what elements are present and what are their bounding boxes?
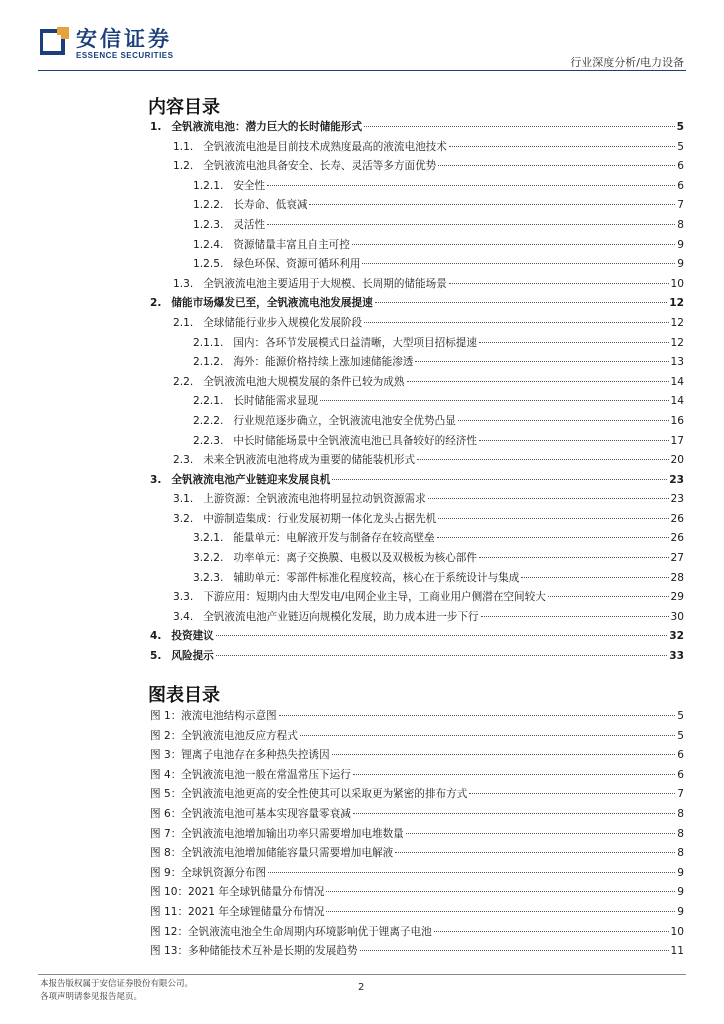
toc-entry[interactable]	[0, 314, 684, 334]
toc-entry[interactable]	[0, 588, 684, 608]
dot-leader	[417, 459, 668, 460]
dot-leader	[479, 440, 669, 441]
toc-entry-title: 资源储量丰富且自主可控	[233, 238, 350, 251]
dot-leader	[395, 852, 675, 853]
dot-leader	[216, 635, 667, 636]
copyright-note	[40, 978, 193, 1003]
toc-entry[interactable]	[0, 157, 684, 177]
toc-entry-page: 7	[677, 199, 684, 212]
toc-entry-number: 2.2.1.	[193, 395, 224, 408]
toc-entry-title: 全钒液流电池大规模发展的条件已较为成熟	[203, 375, 405, 388]
figure-entry-title: 图 4：全钒液流电池一般在常温常压下运行	[150, 768, 351, 781]
dot-leader	[364, 322, 668, 323]
figure-entry-page: 11	[670, 945, 684, 958]
toc-entry-page: 14	[670, 375, 684, 388]
dot-leader	[449, 146, 675, 147]
dot-leader	[437, 537, 669, 538]
toc-entry[interactable]	[0, 627, 684, 647]
toc-entry-title: 全钒液流电池产业链迈向规模化发展，助力成本进一步下行	[203, 610, 479, 623]
toc-entry-title: 中游制造集成：行业发展初期一体化龙头占据先机	[203, 512, 437, 525]
toc-entry-page: 5	[677, 140, 684, 153]
toc-entry-title: 未来全钒液流电池将成为重要的储能装机形式	[203, 454, 416, 467]
toc-entry-number: 1.2.3.	[193, 218, 224, 231]
toc-entry-number: 2.2.3.	[193, 434, 224, 447]
figure-entry-title: 图 2：全钒液流电池反应方程式	[150, 729, 298, 742]
toc-entry-number: 2.1.1.	[193, 336, 224, 349]
toc-entry-title: 上游资源：全钒液流电池将明显拉动钒资源需求	[203, 493, 426, 506]
toc-entry-page: 9	[677, 258, 684, 271]
toc-entry-page: 33	[669, 650, 684, 663]
toc-entry-page: 30	[670, 610, 684, 623]
figure-entry[interactable]	[0, 864, 684, 884]
toc-entry-title: 全钒液流电池具备安全、长寿、灵活等多方面优势	[203, 160, 437, 173]
toc-entry-page: 23	[670, 493, 684, 506]
toc-entry[interactable]	[0, 432, 684, 452]
toc-entry-page: 20	[670, 454, 684, 467]
toc-entry-page: 14	[670, 395, 684, 408]
disclaimer-line: 各项声明请参见报告尾页。	[40, 991, 143, 1002]
toc-entry-number: 1.3.	[173, 277, 194, 290]
footer-divider	[38, 974, 686, 975]
figure-entry[interactable]	[0, 825, 684, 845]
toc-entry-number: 1.2.	[173, 160, 194, 173]
dot-leader	[353, 774, 675, 775]
figure-entry[interactable]	[0, 766, 684, 786]
toc-entry[interactable]	[0, 510, 684, 530]
toc-entry-number: 4.	[150, 630, 162, 643]
dot-leader	[267, 224, 675, 225]
dot-leader	[267, 185, 675, 186]
toc-entry-page: 23	[669, 473, 684, 486]
toc-entry-number: 3.1.	[173, 493, 194, 506]
figure-entry-title: 图 5：全钒液流电池更高的安全性使其可以采取更为紧密的排布方式	[150, 788, 468, 801]
toc-title: 内容目录	[148, 97, 220, 118]
dot-leader	[375, 302, 668, 303]
toc-entry[interactable]	[0, 549, 684, 569]
toc-entry-page: 13	[670, 356, 684, 369]
toc-entry-title: 下游应用：短期内由大型发电/电网企业主导，工商业用户侧潜在空间较大	[203, 591, 546, 604]
toc-entry-number: 2.3.	[173, 454, 194, 467]
figure-entry[interactable]	[0, 883, 684, 903]
toc-entry[interactable]	[0, 412, 684, 432]
figure-entry-page: 8	[677, 827, 684, 840]
dot-leader	[300, 735, 675, 736]
figure-entry-page: 6	[677, 768, 684, 781]
toc-entry-title: 功率单元：离子交换膜、电极以及双极板为核心部件	[233, 552, 477, 565]
dot-leader	[279, 715, 676, 716]
toc-entry-number: 1.1.	[173, 140, 194, 153]
toc-entry[interactable]	[0, 373, 684, 393]
toc-entry[interactable]	[0, 471, 684, 491]
toc-entry-title: 灵活性	[233, 218, 266, 231]
dot-leader	[309, 204, 675, 205]
toc-entry-title: 储能市场爆发已至，全钒液流电池发展提速	[171, 297, 373, 310]
toc-entry-number: 3.2.2.	[193, 552, 224, 565]
figure-entry-page: 9	[677, 905, 684, 918]
dot-leader	[415, 361, 668, 362]
toc-entry-title: 全钒液流电池是目前技术成熟度最高的液流电池技术	[203, 140, 447, 153]
toc-entry-page: 17	[670, 434, 684, 447]
toc-entry-title: 全球储能行业步入规模化发展阶段	[203, 316, 363, 329]
toc-entry-page: 32	[669, 630, 684, 643]
figure-entry-page: 7	[677, 788, 684, 801]
figure-entry-page: 5	[677, 710, 684, 722]
logo-english-name: ESSENCE SECURITIES	[76, 51, 174, 60]
toc-entry-title: 全钒液流电池主要适用于大规模、长周期的储能场景	[203, 277, 447, 290]
figure-entry[interactable]	[0, 923, 684, 943]
dot-leader	[449, 283, 669, 284]
toc-entry-number: 2.2.	[173, 375, 194, 388]
dot-leader	[352, 244, 675, 245]
figure-entry-page: 8	[677, 807, 684, 820]
toc-entry[interactable]	[0, 294, 684, 314]
page-number: 2	[358, 982, 365, 993]
page-header	[0, 0, 724, 80]
toc-entry-number: 2.	[150, 297, 162, 310]
toc-entry-page: 10	[670, 277, 684, 290]
figure-entry[interactable]	[0, 707, 684, 727]
dot-leader	[469, 793, 675, 794]
toc-entry-title: 风险提示	[171, 650, 214, 663]
figure-list-title: 图表目录	[148, 685, 220, 706]
list-of-figures	[0, 707, 724, 962]
toc-entry-title: 行业规范逐步确立，全钒液流电池安全优势凸显	[233, 414, 456, 427]
toc-entry-page: 12	[669, 297, 684, 310]
toc-entry-title: 能量单元：电解液开发与制备存在较高壁垒	[233, 532, 435, 545]
toc-entry-title: 全钒液流电池产业链迎来发展良机	[171, 473, 331, 486]
dot-leader	[481, 616, 669, 617]
dot-leader	[332, 754, 676, 755]
figure-entry-title: 图 7：全钒液流电池增加输出功率只需要增加电堆数量	[150, 827, 404, 840]
toc-entry[interactable]	[0, 529, 684, 549]
toc-entry[interactable]	[0, 392, 684, 412]
dot-leader	[268, 872, 675, 873]
toc-entry-number: 1.2.2.	[193, 199, 224, 212]
toc-entry[interactable]	[0, 118, 684, 138]
figure-entry[interactable]	[0, 903, 684, 923]
dot-leader	[521, 577, 668, 578]
toc-entry-title: 全钒液流电池：潜力巨大的长时储能形式	[171, 121, 363, 133]
toc-entry[interactable]	[0, 138, 684, 158]
toc-entry-page: 12	[670, 316, 684, 329]
figure-entry[interactable]	[0, 746, 684, 766]
figure-entry-title: 图 1：液流电池结构示意图	[150, 710, 277, 722]
dot-leader	[438, 165, 675, 166]
toc-entry-page: 16	[670, 414, 684, 427]
toc-entry-page: 6	[677, 179, 684, 192]
dot-leader	[364, 126, 675, 127]
toc-entry-number: 1.2.1.	[193, 179, 224, 192]
toc-entry-page: 6	[677, 160, 684, 173]
toc-entry-number: 1.2.5.	[193, 258, 224, 271]
toc-entry-title: 海外：能源价格持续上涨加速储能渗透	[233, 356, 414, 369]
figure-entry-page: 6	[677, 749, 684, 762]
toc-entry-number: 2.1.2.	[193, 356, 224, 369]
toc-entry[interactable]	[0, 196, 684, 216]
dot-leader	[326, 911, 675, 912]
toc-entry-number: 3.2.3.	[193, 571, 224, 584]
figure-entry-title: 图 11：2021 年全球锂储量分布情况	[150, 905, 325, 918]
toc-entry-title: 中长时储能场景中全钒液流电池已具备较好的经济性	[233, 434, 477, 447]
figure-entry-page: 8	[677, 847, 684, 860]
dot-leader	[320, 400, 668, 401]
toc-entry-title: 国内：各环节发展模式日益清晰，大型项目招标提速	[233, 336, 477, 349]
toc-entry-page: 29	[670, 591, 684, 604]
dot-leader	[479, 342, 669, 343]
figure-entry-page: 5	[677, 729, 684, 742]
toc-entry-title: 长寿命、低衰减	[233, 199, 308, 212]
dot-leader	[332, 479, 667, 480]
figure-entry-page: 10	[670, 925, 684, 938]
dot-leader	[548, 596, 669, 597]
figure-entry-title: 图 3：锂离子电池存在多种热失控诱因	[150, 749, 330, 762]
figure-entry-title: 图 8：全钒液流电池增加储能容量只需要增加电解液	[150, 847, 394, 860]
toc-entry[interactable]	[0, 177, 684, 197]
dot-leader	[362, 263, 675, 264]
header-divider	[38, 70, 686, 71]
toc-entry-number: 3.3.	[173, 591, 194, 604]
toc-entry[interactable]	[0, 569, 684, 589]
logo-chinese-name: 安信证券	[76, 27, 172, 51]
toc-entry[interactable]	[0, 608, 684, 628]
figure-entry-title: 图 13：多种储能技术互补是长期的发展趋势	[150, 945, 358, 958]
figure-entry[interactable]	[0, 727, 684, 747]
toc-entry-number: 1.	[150, 121, 162, 133]
toc-entry[interactable]	[0, 353, 684, 373]
dot-leader	[406, 833, 675, 834]
toc-entry[interactable]	[0, 490, 684, 510]
figure-entry-title: 图 9：全球钒资源分布图	[150, 866, 267, 879]
figure-entry-title: 图 6：全钒液流电池可基本实现容量零衰减	[150, 807, 351, 820]
toc-entry-title: 投资建议	[171, 630, 214, 643]
toc-entry-number: 5.	[150, 650, 162, 663]
toc-entry-title: 长时储能需求显现	[233, 395, 319, 408]
toc-entry-title: 绿色环保、资源可循环利用	[233, 258, 361, 271]
toc-entry-page: 12	[670, 336, 684, 349]
figure-entry[interactable]	[0, 942, 684, 962]
toc-entry-page: 8	[677, 218, 684, 231]
toc-entry-page: 27	[670, 552, 684, 565]
toc-entry-number: 1.2.4.	[193, 238, 224, 251]
table-of-contents	[0, 118, 724, 667]
dot-leader	[438, 518, 668, 519]
toc-entry-number: 2.2.2.	[193, 414, 224, 427]
toc-entry[interactable]	[0, 334, 684, 354]
toc-entry-page: 28	[670, 571, 684, 584]
toc-entry[interactable]	[0, 275, 684, 295]
essence-logo-icon	[40, 26, 70, 56]
toc-entry-page: 26	[670, 532, 684, 545]
figure-entry-title: 图 10：2021 年全球钒储量分布情况	[150, 886, 325, 899]
dot-leader	[360, 950, 669, 951]
toc-entry[interactable]	[0, 255, 684, 275]
copyright-line: 本报告版权属于安信证券股份有限公司。	[40, 979, 194, 989]
toc-entry-number: 3.2.1.	[193, 532, 224, 545]
toc-entry-page: 9	[677, 238, 684, 251]
toc-entry[interactable]	[0, 216, 684, 236]
toc-entry[interactable]	[0, 236, 684, 256]
figure-entry[interactable]	[0, 785, 684, 805]
toc-entry-page: 5	[676, 121, 684, 133]
figure-entry[interactable]	[0, 805, 684, 825]
dot-leader	[458, 420, 669, 421]
report-category: 行业深度分析/电力设备	[570, 56, 684, 69]
toc-entry-number: 3.2.	[173, 512, 194, 525]
toc-entry-number: 2.1.	[173, 316, 194, 329]
toc-entry-number: 3.4.	[173, 610, 194, 623]
toc-entry-number: 3.	[150, 473, 162, 486]
toc-entry-page: 26	[670, 512, 684, 525]
figure-entry-title: 图 12：全钒液流电池全生命周期内环境影响优于锂离子电池	[150, 925, 432, 938]
toc-entry-title: 辅助单元：零部件标准化程度较高，核心在于系统设计与集成	[233, 571, 520, 584]
figure-entry-page: 9	[677, 886, 684, 899]
dot-leader	[353, 813, 675, 814]
dot-leader	[434, 931, 669, 932]
toc-entry[interactable]	[0, 451, 684, 471]
toc-entry-title: 安全性	[233, 179, 266, 192]
figure-entry[interactable]	[0, 844, 684, 864]
dot-leader	[479, 557, 669, 558]
dot-leader	[216, 655, 667, 656]
toc-entry[interactable]	[0, 647, 684, 667]
dot-leader	[326, 891, 675, 892]
dot-leader	[428, 498, 669, 499]
figure-entry-page: 9	[677, 866, 684, 879]
dot-leader	[407, 381, 669, 382]
